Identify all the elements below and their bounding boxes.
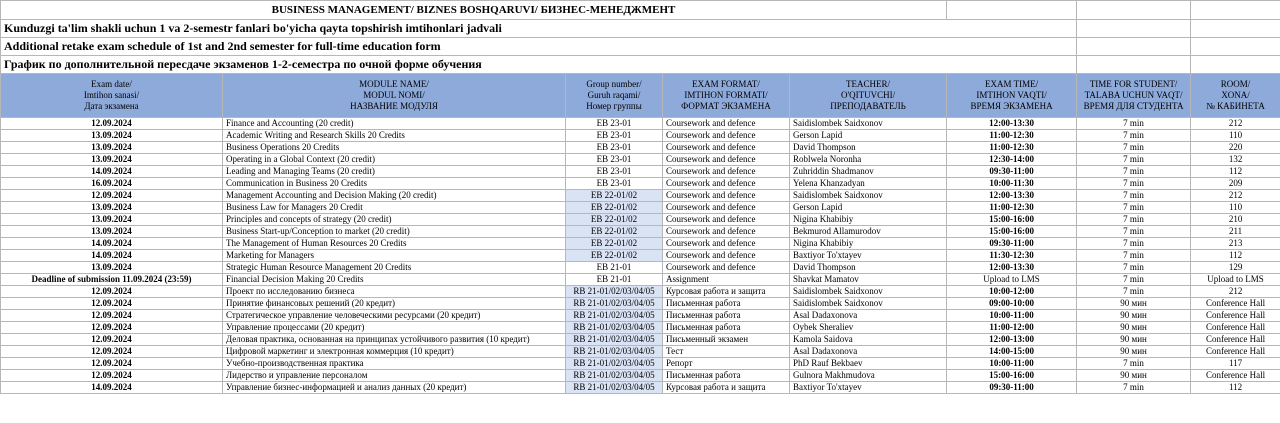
header-exam-date[interactable] xyxy=(1,74,223,118)
header-line: TEACHER/ xyxy=(846,79,891,89)
cell-room[interactable]: Conference Hall xyxy=(1191,322,1280,334)
cell-module-name[interactable]: Management Accounting and Decision Making (20 credit) xyxy=(223,190,566,202)
cell-room[interactable]: 212 xyxy=(1191,190,1280,202)
table-row xyxy=(1,190,1280,202)
header-line: O'QITUVCHI/ xyxy=(840,90,896,100)
cell-teacher[interactable]: David Thompson xyxy=(790,142,947,154)
cell-teacher[interactable]: Yelena Khanzadyan xyxy=(790,178,947,190)
cell-exam-format[interactable]: Coursework and defence xyxy=(663,226,790,238)
cell-teacher[interactable]: Gerson Lapid xyxy=(790,130,947,142)
cell-exam-format[interactable]: Письменная работа xyxy=(663,310,790,322)
table-row xyxy=(1,262,1280,274)
cell-module-name[interactable]: Leading and Managing Teams (20 credit) xyxy=(223,166,566,178)
header-module-name[interactable] xyxy=(223,74,566,118)
cell-time-for-student[interactable]: 7 min xyxy=(1077,262,1191,274)
header-line: Номер группы xyxy=(586,101,642,111)
cell-room[interactable]: Conference Hall xyxy=(1191,310,1280,322)
cell-module-name[interactable]: Marketing for Managers xyxy=(223,250,566,262)
cell-teacher[interactable]: Saidislombek Saidxonov xyxy=(790,118,947,130)
cell-time-for-student[interactable]: 7 min xyxy=(1077,178,1191,190)
cell-exam-date[interactable]: 14.09.2024 xyxy=(1,382,223,394)
subtitle-row xyxy=(1,38,1280,56)
empty-cell[interactable] xyxy=(1077,38,1191,56)
table-row xyxy=(1,382,1280,394)
cell-group-number[interactable]: RB 21-01/02/03/04/05 xyxy=(566,310,663,322)
table-row xyxy=(1,166,1280,178)
header-line: НАЗВАНИЕ МОДУЛЯ xyxy=(350,101,438,111)
cell-exam-format[interactable]: Coursework and defence xyxy=(663,166,790,178)
cell-exam-format[interactable]: Письменный экзамен xyxy=(663,334,790,346)
cell-module-name[interactable]: Business Start-up/Conception to market (20 credit) xyxy=(223,226,566,238)
cell-exam-date[interactable]: 13.09.2024 xyxy=(1,214,223,226)
header-line: № КАБИНЕТА xyxy=(1206,101,1265,111)
empty-cell[interactable] xyxy=(1077,56,1191,74)
cell-group-number[interactable]: EB 23-01 xyxy=(566,178,663,190)
cell-exam-format[interactable]: Assignment xyxy=(663,274,790,286)
cell-time-for-student[interactable]: 7 min xyxy=(1077,274,1191,286)
cell-exam-format[interactable]: Курсовая работа и защита xyxy=(663,286,790,298)
cell-room[interactable]: 209 xyxy=(1191,178,1280,190)
cell-exam-format[interactable]: Coursework and defence xyxy=(663,178,790,190)
table-row xyxy=(1,238,1280,250)
cell-room[interactable]: 112 xyxy=(1191,250,1280,262)
cell-room[interactable]: 110 xyxy=(1191,130,1280,142)
cell-exam-time[interactable]: 15:00-16:00 xyxy=(947,370,1077,382)
cell-module-name[interactable]: Financial Decision Making 20 Credits xyxy=(223,274,566,286)
table-row xyxy=(1,214,1280,226)
cell-exam-format[interactable]: Coursework and defence xyxy=(663,214,790,226)
empty-cell[interactable] xyxy=(1077,1,1191,20)
cell-exam-date[interactable]: 14.09.2024 xyxy=(1,250,223,262)
cell-exam-date[interactable]: 13.09.2024 xyxy=(1,130,223,142)
cell-teacher[interactable]: Saidislombek Saidxonov xyxy=(790,190,947,202)
cell-time-for-student[interactable]: 90 мин xyxy=(1077,334,1191,346)
cell-exam-time[interactable]: 11:00-12:30 xyxy=(947,202,1077,214)
empty-cell[interactable] xyxy=(1191,38,1280,56)
cell-time-for-student[interactable]: 7 min xyxy=(1077,202,1191,214)
cell-exam-date[interactable]: 14.09.2024 xyxy=(1,238,223,250)
cell-group-number[interactable]: RB 21-01/02/03/04/05 xyxy=(566,322,663,334)
cell-time-for-student[interactable]: 90 мин xyxy=(1077,310,1191,322)
cell-group-number[interactable]: EB 21-01 xyxy=(566,274,663,286)
header-line: ВРЕМЯ ЭКЗАМЕНА xyxy=(970,101,1053,111)
cell-group-number[interactable]: RB 21-01/02/03/04/05 xyxy=(566,286,663,298)
cell-room[interactable]: Upload to LMS xyxy=(1191,274,1280,286)
header-line: ПРЕПОДАВАТЕЛЬ xyxy=(830,101,906,111)
cell-room[interactable]: 211 xyxy=(1191,226,1280,238)
empty-cell[interactable] xyxy=(1077,20,1191,38)
cell-group-number[interactable]: RB 21-01/02/03/04/05 xyxy=(566,334,663,346)
cell-module-name[interactable]: Business Law for Managers 20 Credit xyxy=(223,202,566,214)
cell-time-for-student[interactable]: 7 min xyxy=(1077,142,1191,154)
cell-teacher[interactable]: Bekmurod Allamurodov xyxy=(790,226,947,238)
header-line: Imtihon sanasi/ xyxy=(83,90,140,100)
cell-teacher[interactable]: Gerson Lapid xyxy=(790,202,947,214)
header-line: Дата экзамена xyxy=(84,101,139,111)
cell-teacher[interactable]: Saidislombek Saidxonov xyxy=(790,286,947,298)
cell-exam-date[interactable]: 13.09.2024 xyxy=(1,226,223,238)
table-row xyxy=(1,334,1280,346)
cell-group-number[interactable]: RB 21-01/02/03/04/05 xyxy=(566,298,663,310)
cell-teacher[interactable]: Saidislombek Saidxonov xyxy=(790,298,947,310)
cell-room[interactable]: 117 xyxy=(1191,358,1280,370)
cell-time-for-student[interactable]: 90 мин xyxy=(1077,370,1191,382)
cell-exam-format[interactable]: Coursework and defence xyxy=(663,118,790,130)
cell-teacher[interactable]: Kamola Saidova xyxy=(790,334,947,346)
cell-exam-time[interactable]: 11:00-12:30 xyxy=(947,130,1077,142)
cell-room[interactable]: 220 xyxy=(1191,142,1280,154)
cell-exam-time[interactable]: 09:00-10:00 xyxy=(947,298,1077,310)
cell-exam-time[interactable]: 10:00-12:00 xyxy=(947,286,1077,298)
cell-module-name[interactable]: Operating in a Global Context (20 credit) xyxy=(223,154,566,166)
cell-group-number[interactable]: EB 22-01/02 xyxy=(566,214,663,226)
cell-group-number[interactable]: RB 21-01/02/03/04/05 xyxy=(566,382,663,394)
cell-teacher[interactable]: David Thompson xyxy=(790,262,947,274)
cell-teacher[interactable]: Nigina Khabibiy xyxy=(790,238,947,250)
cell-exam-date[interactable]: 12.09.2024 xyxy=(1,334,223,346)
header-exam-time[interactable] xyxy=(947,74,1077,118)
cell-exam-date[interactable]: 12.09.2024 xyxy=(1,322,223,334)
cell-time-for-student[interactable]: 7 min xyxy=(1077,358,1191,370)
cell-exam-format[interactable]: Coursework and defence xyxy=(663,130,790,142)
cell-group-number[interactable]: EB 23-01 xyxy=(566,142,663,154)
cell-exam-format[interactable]: Coursework and defence xyxy=(663,154,790,166)
cell-exam-date[interactable]: 16.09.2024 xyxy=(1,178,223,190)
title-row xyxy=(1,1,1280,20)
header-line: Exam date/ xyxy=(91,79,132,89)
table-row xyxy=(1,322,1280,334)
empty-cell[interactable] xyxy=(947,1,1077,20)
cell-teacher[interactable]: Asal Dadaxonova xyxy=(790,346,947,358)
table-row xyxy=(1,226,1280,238)
table-row xyxy=(1,298,1280,310)
cell-module-name[interactable]: The Management of Human Resources 20 Credits xyxy=(223,238,566,250)
cell-room[interactable]: 213 xyxy=(1191,238,1280,250)
table-row xyxy=(1,370,1280,382)
empty-cell[interactable] xyxy=(1191,1,1280,20)
header-group-number[interactable] xyxy=(566,74,663,118)
cell-exam-time[interactable]: Upload to LMS xyxy=(947,274,1077,286)
header-line: MODUL NOMI/ xyxy=(363,90,425,100)
cell-exam-format[interactable]: Письменная работа xyxy=(663,322,790,334)
cell-group-number[interactable]: EB 22-01/02 xyxy=(566,226,663,238)
empty-cell[interactable] xyxy=(1191,56,1280,74)
header-line: Group number/ xyxy=(586,79,642,89)
cell-module-name[interactable]: Academic Writing and Research Skills 20 Credits xyxy=(223,130,566,142)
cell-room[interactable]: 210 xyxy=(1191,214,1280,226)
header-line: EXAM TIME/ xyxy=(985,79,1039,89)
cell-group-number[interactable]: EB 22-01/02 xyxy=(566,190,663,202)
header-line: TALABA UCHUN VAQT/ xyxy=(1084,90,1183,100)
cell-exam-time[interactable]: 11:30-12:30 xyxy=(947,250,1077,262)
cell-group-number[interactable]: RB 21-01/02/03/04/05 xyxy=(566,358,663,370)
cell-room[interactable]: 132 xyxy=(1191,154,1280,166)
table-row xyxy=(1,286,1280,298)
cell-room[interactable]: 129 xyxy=(1191,262,1280,274)
cell-teacher[interactable]: Shavkat Mamatov xyxy=(790,274,947,286)
cell-room[interactable]: Conference Hall xyxy=(1191,298,1280,310)
cell-teacher[interactable]: Nigina Khabibiy xyxy=(790,214,947,226)
cell-exam-time[interactable]: 10:00-11:00 xyxy=(947,358,1077,370)
cell-time-for-student[interactable]: 7 min xyxy=(1077,250,1191,262)
cell-module-name[interactable]: Лидерство и управление персоналом xyxy=(223,370,566,382)
cell-teacher[interactable]: PhD Rauf Bekbaev xyxy=(790,358,947,370)
header-line: ROOM/ xyxy=(1220,79,1251,89)
header-line: ВРЕМЯ ДЛЯ СТУДЕНТА xyxy=(1083,101,1184,111)
subtitle-ru[interactable]: График по дополнительной пересдаче экзаменов 1-2-семестра по очной форме обучения xyxy=(1,56,1077,74)
cell-exam-date[interactable]: 12.09.2024 xyxy=(1,298,223,310)
header-teacher[interactable] xyxy=(790,74,947,118)
cell-room[interactable]: 110 xyxy=(1191,202,1280,214)
cell-group-number[interactable]: EB 22-01/02 xyxy=(566,250,663,262)
cell-module-name[interactable]: Finance and Accounting (20 credit) xyxy=(223,118,566,130)
cell-room[interactable]: Conference Hall xyxy=(1191,334,1280,346)
cell-room[interactable]: 112 xyxy=(1191,166,1280,178)
table-row xyxy=(1,250,1280,262)
header-room[interactable] xyxy=(1191,74,1280,118)
cell-exam-format[interactable]: Курсовая работа и защита xyxy=(663,382,790,394)
cell-module-name[interactable]: Strategic Human Resource Management 20 Credits xyxy=(223,262,566,274)
cell-group-number[interactable]: EB 23-01 xyxy=(566,118,663,130)
cell-group-number[interactable]: RB 21-01/02/03/04/05 xyxy=(566,346,663,358)
cell-module-name[interactable]: Проект по исследованию бизнеса xyxy=(223,286,566,298)
cell-group-number[interactable]: EB 23-01 xyxy=(566,166,663,178)
table-row xyxy=(1,178,1280,190)
subtitle-row xyxy=(1,20,1280,38)
cell-exam-time[interactable]: 14:00-15:00 xyxy=(947,346,1077,358)
cell-module-name[interactable]: Управление процессами (20 кредит) xyxy=(223,322,566,334)
cell-time-for-student[interactable]: 7 min xyxy=(1077,166,1191,178)
cell-module-name[interactable]: Business Operations 20 Credits xyxy=(223,142,566,154)
cell-exam-format[interactable]: Coursework and defence xyxy=(663,190,790,202)
cell-room[interactable]: 212 xyxy=(1191,286,1280,298)
cell-module-name[interactable]: Цифровой маркетинг и электронная коммерция (10 кредит) xyxy=(223,346,566,358)
cell-time-for-student[interactable]: 90 мин xyxy=(1077,322,1191,334)
cell-exam-time[interactable]: 11:00-12:00 xyxy=(947,322,1077,334)
cell-exam-format[interactable]: Coursework and defence xyxy=(663,250,790,262)
cell-exam-time[interactable]: 12:00-13:30 xyxy=(947,118,1077,130)
cell-exam-time[interactable]: 12:00-13:30 xyxy=(947,190,1077,202)
cell-module-name[interactable]: Управление бизнес-информацией и анализ данных (20 кредит) xyxy=(223,382,566,394)
cell-exam-date[interactable]: 12.09.2024 xyxy=(1,358,223,370)
header-line: ФОРМАТ ЭКЗАМЕНА xyxy=(681,101,771,111)
cell-time-for-student[interactable]: 7 min xyxy=(1077,226,1191,238)
cell-time-for-student[interactable]: 7 min xyxy=(1077,238,1191,250)
subtitle-en[interactable]: Additional retake exam schedule of 1st and 2nd semester for full-time education form xyxy=(1,38,1077,56)
cell-time-for-student[interactable]: 90 мин xyxy=(1077,298,1191,310)
subtitle-row xyxy=(1,56,1280,74)
cell-teacher[interactable]: Baxtiyor To'xtayev xyxy=(790,382,947,394)
cell-time-for-student[interactable]: 7 min xyxy=(1077,130,1191,142)
cell-exam-time[interactable]: 12:00-13:00 xyxy=(947,334,1077,346)
cell-module-name[interactable]: Учебно-производственная практика xyxy=(223,358,566,370)
cell-exam-date[interactable]: 12.09.2024 xyxy=(1,190,223,202)
cell-exam-format[interactable]: Тест xyxy=(663,346,790,358)
header-time-for-student[interactable] xyxy=(1077,74,1191,118)
cell-exam-format[interactable]: Coursework and defence xyxy=(663,142,790,154)
cell-exam-format[interactable]: Coursework and defence xyxy=(663,238,790,250)
table-row xyxy=(1,274,1280,286)
cell-exam-time[interactable]: 12:30-14:00 xyxy=(947,154,1077,166)
cell-group-number[interactable]: RB 21-01/02/03/04/05 xyxy=(566,370,663,382)
cell-time-for-student[interactable]: 7 min xyxy=(1077,190,1191,202)
cell-teacher[interactable]: Asal Dadaxonova xyxy=(790,310,947,322)
cell-room[interactable]: Conference Hall xyxy=(1191,346,1280,358)
cell-group-number[interactable]: EB 23-01 xyxy=(566,130,663,142)
cell-exam-date[interactable]: 12.09.2024 xyxy=(1,118,223,130)
header-line: TIME FOR STUDENT/ xyxy=(1089,79,1178,89)
cell-exam-date[interactable]: 14.09.2024 xyxy=(1,166,223,178)
cell-time-for-student[interactable]: 7 min xyxy=(1077,382,1191,394)
cell-exam-time[interactable]: 09:30-11:00 xyxy=(947,238,1077,250)
table-row xyxy=(1,310,1280,322)
cell-exam-date[interactable]: 13.09.2024 xyxy=(1,154,223,166)
header-exam-format[interactable] xyxy=(663,74,790,118)
cell-time-for-student[interactable]: 7 min xyxy=(1077,286,1191,298)
cell-exam-time[interactable]: 12:00-13:30 xyxy=(947,262,1077,274)
cell-exam-time[interactable]: 09:30-11:00 xyxy=(947,382,1077,394)
sheet-title[interactable]: BUSINESS MANAGEMENT/ BIZNES BOSHQARUVI/ БИЗНЕС-МЕНЕДЖМЕНТ xyxy=(1,1,947,20)
cell-exam-format[interactable]: Coursework and defence xyxy=(663,202,790,214)
cell-teacher[interactable]: Oybek Sheraliev xyxy=(790,322,947,334)
cell-exam-time[interactable]: 09:30-11:00 xyxy=(947,166,1077,178)
cell-exam-format[interactable]: Репорт xyxy=(663,358,790,370)
empty-cell[interactable] xyxy=(1191,20,1280,38)
cell-room[interactable]: Conference Hall xyxy=(1191,370,1280,382)
header-line: IMTIHON FORMATI/ xyxy=(684,90,768,100)
cell-exam-time[interactable]: 10:00-11:30 xyxy=(947,178,1077,190)
table-row xyxy=(1,154,1280,166)
header-line: XONA/ xyxy=(1221,90,1250,100)
cell-exam-date[interactable]: 12.09.2024 xyxy=(1,310,223,322)
cell-group-number[interactable]: EB 22-01/02 xyxy=(566,238,663,250)
cell-time-for-student[interactable]: 7 min xyxy=(1077,118,1191,130)
table-row xyxy=(1,358,1280,370)
header-line: IMTIHON VAQTI/ xyxy=(976,90,1047,100)
header-row xyxy=(1,74,1280,118)
cell-group-number[interactable]: EB 22-01/02 xyxy=(566,202,663,214)
cell-exam-time[interactable]: 15:00-16:00 xyxy=(947,214,1077,226)
cell-time-for-student[interactable]: 7 min xyxy=(1077,154,1191,166)
cell-teacher[interactable]: Zuhriddin Shadmanov xyxy=(790,166,947,178)
cell-exam-date[interactable]: 13.09.2024 xyxy=(1,142,223,154)
table-row xyxy=(1,130,1280,142)
header-line: MODULE NAME/ xyxy=(359,79,429,89)
cell-room[interactable]: 112 xyxy=(1191,382,1280,394)
cell-module-name[interactable]: Деловая практика, основанная на принципах устойчивого развития (10 кредит) xyxy=(223,334,566,346)
cell-exam-format[interactable]: Письменная работа xyxy=(663,298,790,310)
cell-exam-date[interactable]: Deadline of submission 11.09.2024 (23:59) xyxy=(1,274,223,286)
cell-module-name[interactable]: Communication in Business 20 Credits xyxy=(223,178,566,190)
cell-module-name[interactable]: Стратегическое управление человеческими ресурсами (20 кредит) xyxy=(223,310,566,322)
cell-exam-date[interactable]: 12.09.2024 xyxy=(1,370,223,382)
cell-time-for-student[interactable]: 7 min xyxy=(1077,214,1191,226)
table-row xyxy=(1,346,1280,358)
cell-teacher[interactable]: Roblwela Noronha xyxy=(790,154,947,166)
cell-exam-date[interactable]: 13.09.2024 xyxy=(1,202,223,214)
header-line: EXAM FORMAT/ xyxy=(692,79,760,89)
cell-module-name[interactable]: Principles and concepts of strategy (20 credit) xyxy=(223,214,566,226)
cell-group-number[interactable]: EB 21-01 xyxy=(566,262,663,274)
cell-exam-date[interactable]: 12.09.2024 xyxy=(1,346,223,358)
cell-teacher[interactable]: Gulnora Makhmudova xyxy=(790,370,947,382)
cell-exam-format[interactable]: Coursework and defence xyxy=(663,262,790,274)
table-row xyxy=(1,142,1280,154)
header-line: Guruh raqami/ xyxy=(587,90,641,100)
cell-exam-date[interactable]: 12.09.2024 xyxy=(1,286,223,298)
cell-exam-time[interactable]: 11:00-12:30 xyxy=(947,142,1077,154)
cell-time-for-student[interactable]: 90 мин xyxy=(1077,346,1191,358)
cell-exam-time[interactable]: 10:00-11:00 xyxy=(947,310,1077,322)
subtitle-uz[interactable]: Kunduzgi ta'lim shakli uchun 1 va 2-semestr fanlari bo'yicha qayta topshirish imtihonlari jadvali xyxy=(1,20,1077,38)
cell-teacher[interactable]: Baxtiyor To'xtayev xyxy=(790,250,947,262)
cell-room[interactable]: 212 xyxy=(1191,118,1280,130)
cell-group-number[interactable]: EB 23-01 xyxy=(566,154,663,166)
table-row xyxy=(1,202,1280,214)
cell-exam-format[interactable]: Письменная работа xyxy=(663,370,790,382)
table-row xyxy=(1,118,1280,130)
cell-exam-date[interactable]: 13.09.2024 xyxy=(1,262,223,274)
cell-exam-time[interactable]: 15:00-16:00 xyxy=(947,226,1077,238)
cell-module-name[interactable]: Принятие финансовых решений (20 кредит) xyxy=(223,298,566,310)
